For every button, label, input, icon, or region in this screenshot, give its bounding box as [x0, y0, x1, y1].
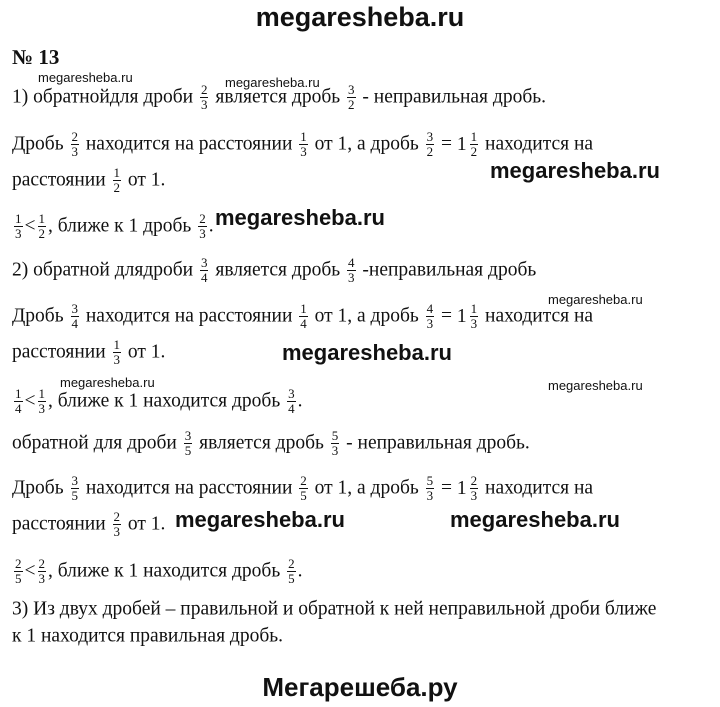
fraction: $\frac{1}{3}$ [15, 211, 22, 242]
fraction: $\frac{1}{4}$ [15, 386, 22, 417]
fraction: $\frac{4}{3}$ [426, 301, 434, 332]
text: , ближе к 1 находится дробь [48, 390, 281, 412]
fraction: $\frac{1}{3}$ [300, 129, 307, 160]
fraction: $\frac{2}{3}$ [38, 556, 45, 587]
text: от 1. [127, 513, 166, 535]
fraction: $\frac{3}{4}$ [71, 301, 78, 332]
fraction: $\frac{1}{2}$ [38, 211, 45, 242]
text: от 1. [127, 169, 166, 191]
fraction: $\frac{3}{4}$ [200, 255, 208, 286]
text: . [297, 560, 303, 582]
mixed-number: 1 1 2 [456, 129, 478, 160]
fraction: $\frac{1}{4}$ [300, 301, 307, 332]
text: . [297, 390, 303, 412]
fraction: $\frac{5}{3}$ [426, 473, 434, 504]
text: 2) обратной длядроби [12, 259, 194, 281]
text: находится на [485, 477, 594, 499]
solution-line [12, 252, 536, 288]
text: - неправильная дробь. [362, 86, 547, 108]
task-number: № 13 [12, 45, 60, 69]
mixed-number: 1 1 3 [456, 301, 478, 332]
fraction: $\frac{1}{2}$ [113, 165, 121, 196]
text: , ближе к 1 находится дробь [48, 560, 281, 582]
solution-line [12, 126, 593, 162]
fraction: $\frac{3}{4}$ [288, 386, 295, 417]
solution-line [12, 618, 283, 654]
solution-line [12, 208, 214, 244]
watermark: megaresheba.ru [175, 507, 345, 532]
fraction: $\frac{2}{3}$ [71, 129, 78, 160]
watermark: megaresheba.ru [548, 292, 643, 307]
text: находится на расстоянии [85, 305, 293, 327]
fraction: $\frac{2}{5}$ [15, 556, 22, 587]
text: 1) обратнойдля дроби [12, 86, 194, 108]
text: находится на расстоянии [85, 133, 293, 155]
text: = [441, 477, 453, 499]
watermark: megaresheba.ru [215, 205, 385, 230]
watermark: megaresheba.ru [490, 158, 660, 183]
text: является дробь [199, 432, 324, 454]
solution-line [12, 470, 593, 506]
text: Дробь [12, 133, 64, 155]
site-footer[interactable]: Мегарешеба.ру [262, 672, 458, 702]
watermark: megaresheba.ru [282, 340, 452, 365]
solution-line [12, 425, 530, 461]
text: < [24, 390, 36, 412]
fraction: $\frac{3}{2}$ [348, 82, 355, 113]
solution-line [12, 79, 546, 115]
text: - неправильная дробь. [346, 432, 530, 454]
watermark: megaresheba.ru [548, 378, 643, 393]
fraction: $\frac{3}{2}$ [426, 129, 434, 160]
solution-line [12, 162, 165, 198]
text: расстоянии [12, 513, 106, 535]
fraction: $\frac{2}{3}$ [113, 509, 121, 540]
fraction: $\frac{2}{5}$ [300, 473, 307, 504]
text: от 1. [127, 341, 166, 363]
text: от 1, а дробь [314, 305, 419, 327]
solution-line [12, 506, 165, 542]
watermark: megaresheba.ru [38, 70, 133, 85]
text: , ближе к 1 дробь [48, 215, 192, 237]
site-header[interactable]: megaresheba.ru [255, 2, 465, 32]
text: расстоянии [12, 169, 106, 191]
text: < [24, 560, 36, 582]
text: расстоянии [12, 341, 106, 363]
text: Дробь [12, 477, 64, 499]
watermark: megaresheba.ru [60, 375, 155, 390]
text: является дробь [215, 259, 341, 281]
solution-line [12, 553, 302, 589]
solution-line [12, 383, 302, 419]
text: = [441, 133, 453, 155]
watermark: megaresheba.ru [225, 75, 320, 90]
fraction: $\frac{3}{5}$ [184, 428, 192, 459]
fraction: $\frac{2}{3}$ [199, 211, 206, 242]
text: находится на [485, 305, 594, 327]
solution-line [12, 298, 593, 334]
watermark: megaresheba.ru [450, 507, 620, 532]
text: находится на [485, 133, 594, 155]
text: к 1 находится правильная дробь. [12, 625, 284, 647]
fraction: $\frac{1}{3}$ [38, 386, 45, 417]
fraction: $\frac{5}{3}$ [331, 428, 339, 459]
text: . [208, 215, 214, 237]
text: -неправильная дробь [362, 259, 537, 281]
text: = [441, 305, 453, 327]
text: 3) Из двух дробей – правильной и обратной к ней неправильной дроби ближе [12, 598, 657, 620]
text: находится на расстоянии [85, 477, 293, 499]
fraction: $\frac{3}{5}$ [71, 473, 78, 504]
fraction: $\frac{2}{5}$ [288, 556, 295, 587]
fraction: $\frac{4}{3}$ [348, 255, 355, 286]
text: обратной для дроби [12, 432, 177, 454]
text: является дробь [215, 86, 341, 108]
solution-line [12, 334, 165, 370]
text: < [24, 215, 36, 237]
text: Дробь [12, 305, 64, 327]
mixed-number: 1 2 3 [456, 473, 478, 504]
fraction: $\frac{2}{3}$ [200, 82, 208, 113]
text: от 1, а дробь [314, 133, 419, 155]
text: от 1, а дробь [314, 477, 419, 499]
fraction: $\frac{1}{3}$ [113, 337, 121, 368]
